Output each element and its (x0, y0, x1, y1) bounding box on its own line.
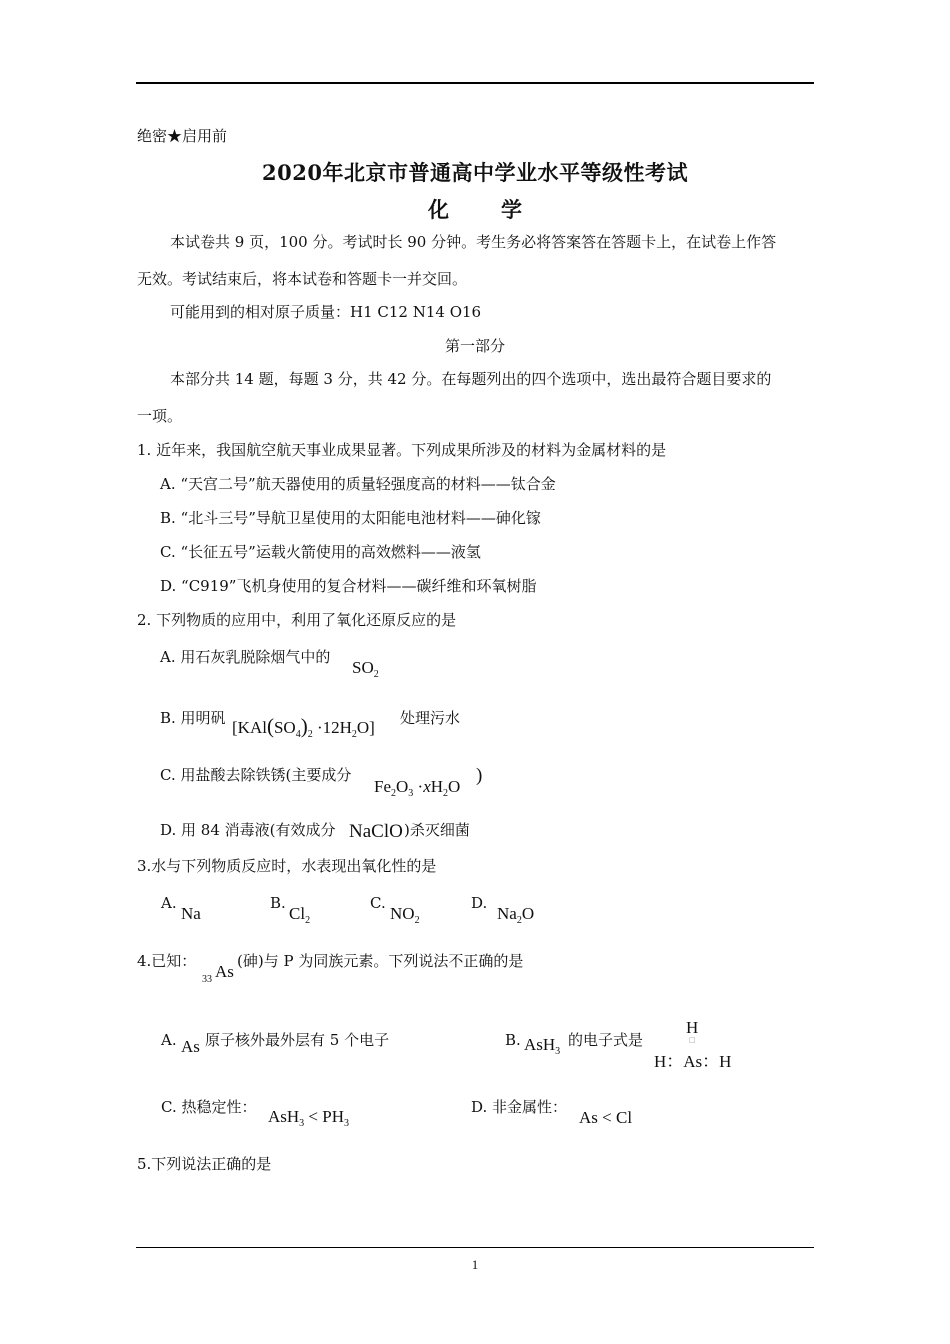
q2-option-c-tail: ) (476, 765, 483, 786)
q4-a-label: A. (161, 1031, 177, 1049)
q4-b-text: 的电子式是 (568, 1031, 644, 1049)
q3-a-label: A. (161, 894, 177, 912)
lewis-dots: □ (689, 1036, 696, 1044)
q4-d-formula: As < Cl (579, 1108, 633, 1127)
q5-stem: 5.下列说法正确的是 (137, 1155, 272, 1173)
q2-option-c: C. 用盐酸去除铁锈(主要成分 (160, 766, 352, 784)
part-desc-1: 本部分共 14 题，每题 3 分，共 42 分。在每题列出的四个选项中，选出最符合题目要求的 (170, 370, 772, 388)
q3-d-formula: $Na_2O$ (497, 904, 535, 926)
q3-c-label: C. (370, 894, 386, 912)
subject-char-1: 化 (428, 197, 449, 222)
q2-option-d: D. 用 84 消毒液(有效成分 (160, 821, 336, 839)
footer-rule (136, 1247, 814, 1248)
intro-line-2: 无效。考试结束后，将本试卷和答题卡一并交回。 (137, 270, 468, 288)
q3-stem: 3.水与下列物质反应时，水表现出氧化性的是 (137, 857, 437, 875)
q4-c-label: C. 热稳定性： (161, 1098, 257, 1116)
exam-title: 2020年北京市普通高中学业水平等级性考试 (262, 160, 688, 185)
lewis-middle-row: H：As：H (654, 1052, 732, 1071)
confidential-mark: 绝密★启用前 (137, 127, 228, 145)
q4-stem-post: (砷)与 P 为同族元素。下列说法不正确的是 (237, 952, 524, 970)
q4-a-formula: As (181, 1037, 200, 1056)
q1-option-b: B. “北斗三号”导航卫星使用的太阳能电池材料——砷化镓 (160, 509, 541, 527)
q4-atomic-number: 33 (202, 974, 212, 985)
q4-b-formula: AsH$_3$ (524, 1035, 561, 1057)
q3-b-label: B. (270, 894, 286, 912)
page-number: 1 (471, 1257, 479, 1272)
q3-c-formula: $NO_2$ (390, 904, 420, 926)
q3-b-formula: $Cl_2$ (289, 904, 311, 926)
q2-b-formula-alum: $[KAl(SO_4)_2 \cdot 12H_2O]$ (232, 714, 375, 740)
q2-d-formula-naclo: NaClO (349, 821, 403, 842)
q2-option-b: B. 用明矾 (160, 709, 226, 727)
part-desc-2: 一项。 (137, 407, 183, 425)
q2-stem: 2. 下列物质的应用中，利用了氧化还原反应的是 (137, 611, 457, 629)
q3-a-formula: Na (181, 904, 201, 923)
q1-stem: 1. 近年来，我国航空航天事业成果显著。下列成果所涉及的材料为金属材料的是 (137, 441, 667, 459)
q2-option-a: A. 用石灰乳脱除烟气中的 (160, 648, 331, 666)
atomic-masses: 可能用到的相对原子质量：H1 C12 N14 O16 (170, 303, 482, 321)
q2-option-b-tail: 处理污水 (400, 709, 461, 727)
q2-option-d-tail: )杀灭细菌 (404, 821, 470, 839)
q4-c-formula: $AsH_3 < PH_3$ (268, 1107, 349, 1129)
header-rule (136, 82, 814, 84)
q3-d-label: D. (471, 894, 488, 912)
subject-char-2: 学 (501, 197, 522, 222)
q1-option-c: C. “长征五号”运载火箭使用的高效燃料——液氢 (160, 543, 481, 561)
q4-stem-pre: 4.已知： (137, 952, 197, 970)
q4-b-label: B. (505, 1031, 521, 1049)
q4-d-label: D. 非金属性： (471, 1098, 568, 1116)
q1-option-d: D. “C919”飞机身使用的复合材料——碳纤维和环氧树脂 (160, 577, 537, 595)
q1-option-a: A. “天宫二号”航天器使用的质量轻强度高的材料——钛合金 (160, 475, 556, 493)
intro-line-1: 本试卷共 9 页，100 分。考试时长 90 分钟。考生务必将答案答在答题卡上，在试卷上作答 (170, 233, 777, 251)
subject-title (0, 194, 950, 224)
q2-c-formula-rust: $Fe_2O_3 \cdot xH_2O$ (374, 777, 461, 799)
q4-a-text: 原子核外最外层有 5 个电子 (205, 1031, 390, 1049)
part-heading: 第一部分 (444, 337, 505, 355)
q4-element-symbol: As (215, 962, 234, 981)
q2-a-formula-so2: $SO_2$ (352, 658, 379, 680)
lewis-top-h: H (686, 1018, 699, 1037)
